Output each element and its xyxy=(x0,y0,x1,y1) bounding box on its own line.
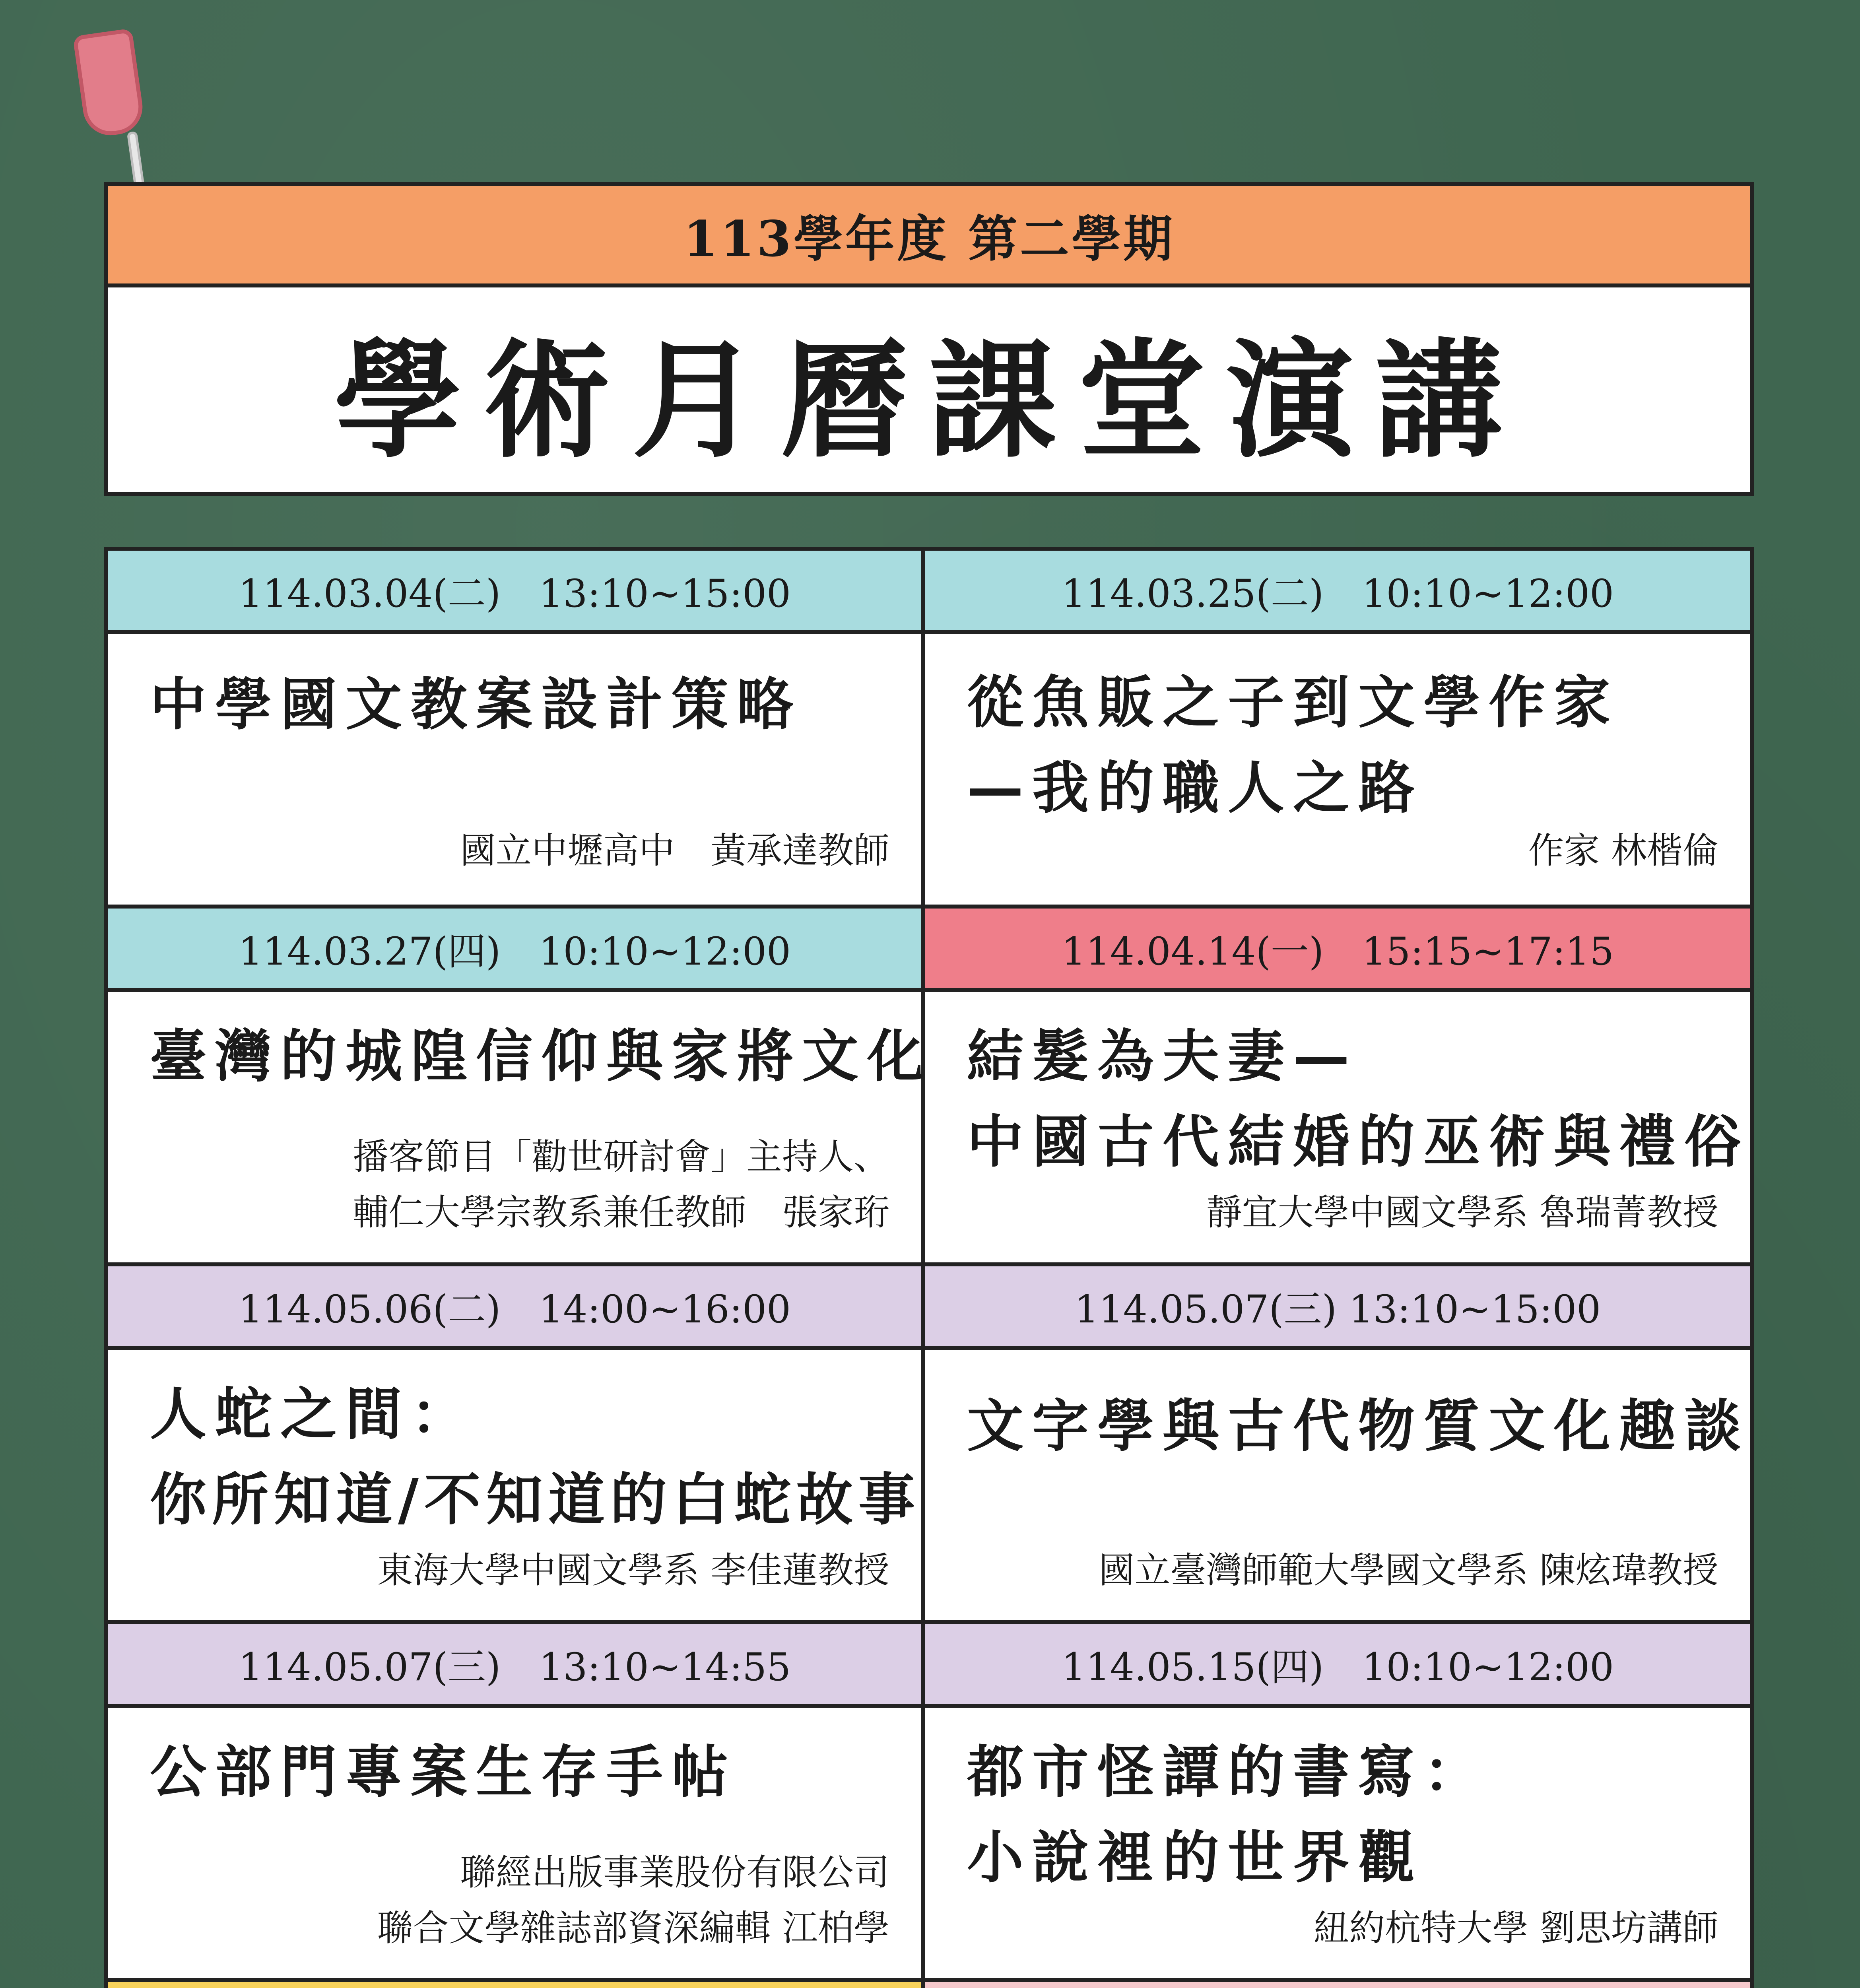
lecture-6-card xyxy=(925,1350,1750,1624)
lecture-3-title: 臺灣的城隍信仰與家將文化 xyxy=(150,1024,932,1089)
lecture-4-speaker: 靜宜大學中國文學系 魯瑞菁教授 xyxy=(1206,1192,1718,1233)
lecture-7-date: 114.05.07(三) 13:10~14:55 xyxy=(108,1624,925,1708)
lecture-5-speaker: 東海大學中國文學系 李佳蓮教授 xyxy=(377,1549,889,1591)
lecture-8-card xyxy=(925,1708,1750,1982)
lecture-6-title: 文字學與古代物質文化趣談 xyxy=(967,1394,1749,1459)
lecture-7-speaker: 聯經出版事業股份有限公司 聯合文學雜誌部資深編輯 江柏學 xyxy=(377,1852,889,1949)
lecture-2-title: 從魚販之子到文學作家 —我的職人之路 xyxy=(967,670,1619,821)
lecture-1-card xyxy=(108,634,925,909)
lecture-4-card xyxy=(925,992,1750,1266)
lecture-5-title: 人蛇之間： 你所知道/不知道的白蛇故事 xyxy=(150,1382,920,1533)
lecture-8-date: 114.05.15(四) 10:10~12:00 xyxy=(925,1624,1750,1708)
page-title: 學術月曆課堂演講 xyxy=(104,283,1754,496)
lecture-2-speaker: 作家 林楷倫 xyxy=(1528,830,1718,872)
lecture-8-title: 都市怪譚的書寫： 小說裡的世界觀 xyxy=(967,1740,1489,1891)
lecture-3-date: 114.03.27(四) 10:10~12:00 xyxy=(108,909,925,992)
lecture-2-date: 114.03.25(二) 10:10~12:00 xyxy=(925,551,1750,634)
lecture-8-speaker: 紐約杭特大學 劉思坊講師 xyxy=(1313,1907,1718,1949)
lecture-1-title: 中學國文教案設計策略 xyxy=(150,672,802,738)
lecture-4-date: 114.04.14(一) 15:15~17:15 xyxy=(925,909,1750,992)
lecture-4-title: 結髮為夫妻— 中國古代結婚的巫術與禮俗 xyxy=(967,1024,1749,1175)
lecture-1-speaker: 國立中壢高中 黃承達教師 xyxy=(460,830,889,872)
notice-header xyxy=(925,1982,1750,1988)
lecture-3-card xyxy=(108,992,932,1266)
lecture-2-card xyxy=(925,634,1750,909)
lecture-7-title: 公部門專案生存手帖 xyxy=(150,1740,737,1805)
pushpin-icon xyxy=(73,28,146,139)
lecture-schedule-grid xyxy=(104,547,1754,1988)
lecture-9-date xyxy=(108,1982,925,1988)
lecture-5-card xyxy=(108,1350,925,1624)
lecture-5-date: 114.05.06(二) 14:00~16:00 xyxy=(108,1266,925,1350)
lecture-3-speaker: 播客節目「勸世研討會」主持人、 輔仁大學宗教系兼任教師 張家珩 xyxy=(353,1136,889,1233)
lecture-6-speaker: 國立臺灣師範大學國文學系 陳炫瑋教授 xyxy=(1099,1549,1718,1591)
lecture-6-date: 114.05.07(三) 13:10~15:00 xyxy=(925,1266,1750,1350)
lecture-1-date: 114.03.04(二) 13:10~15:00 xyxy=(108,551,925,634)
semester-banner: 113學年度 第二學期 xyxy=(104,182,1754,287)
lecture-7-card xyxy=(108,1708,925,1982)
